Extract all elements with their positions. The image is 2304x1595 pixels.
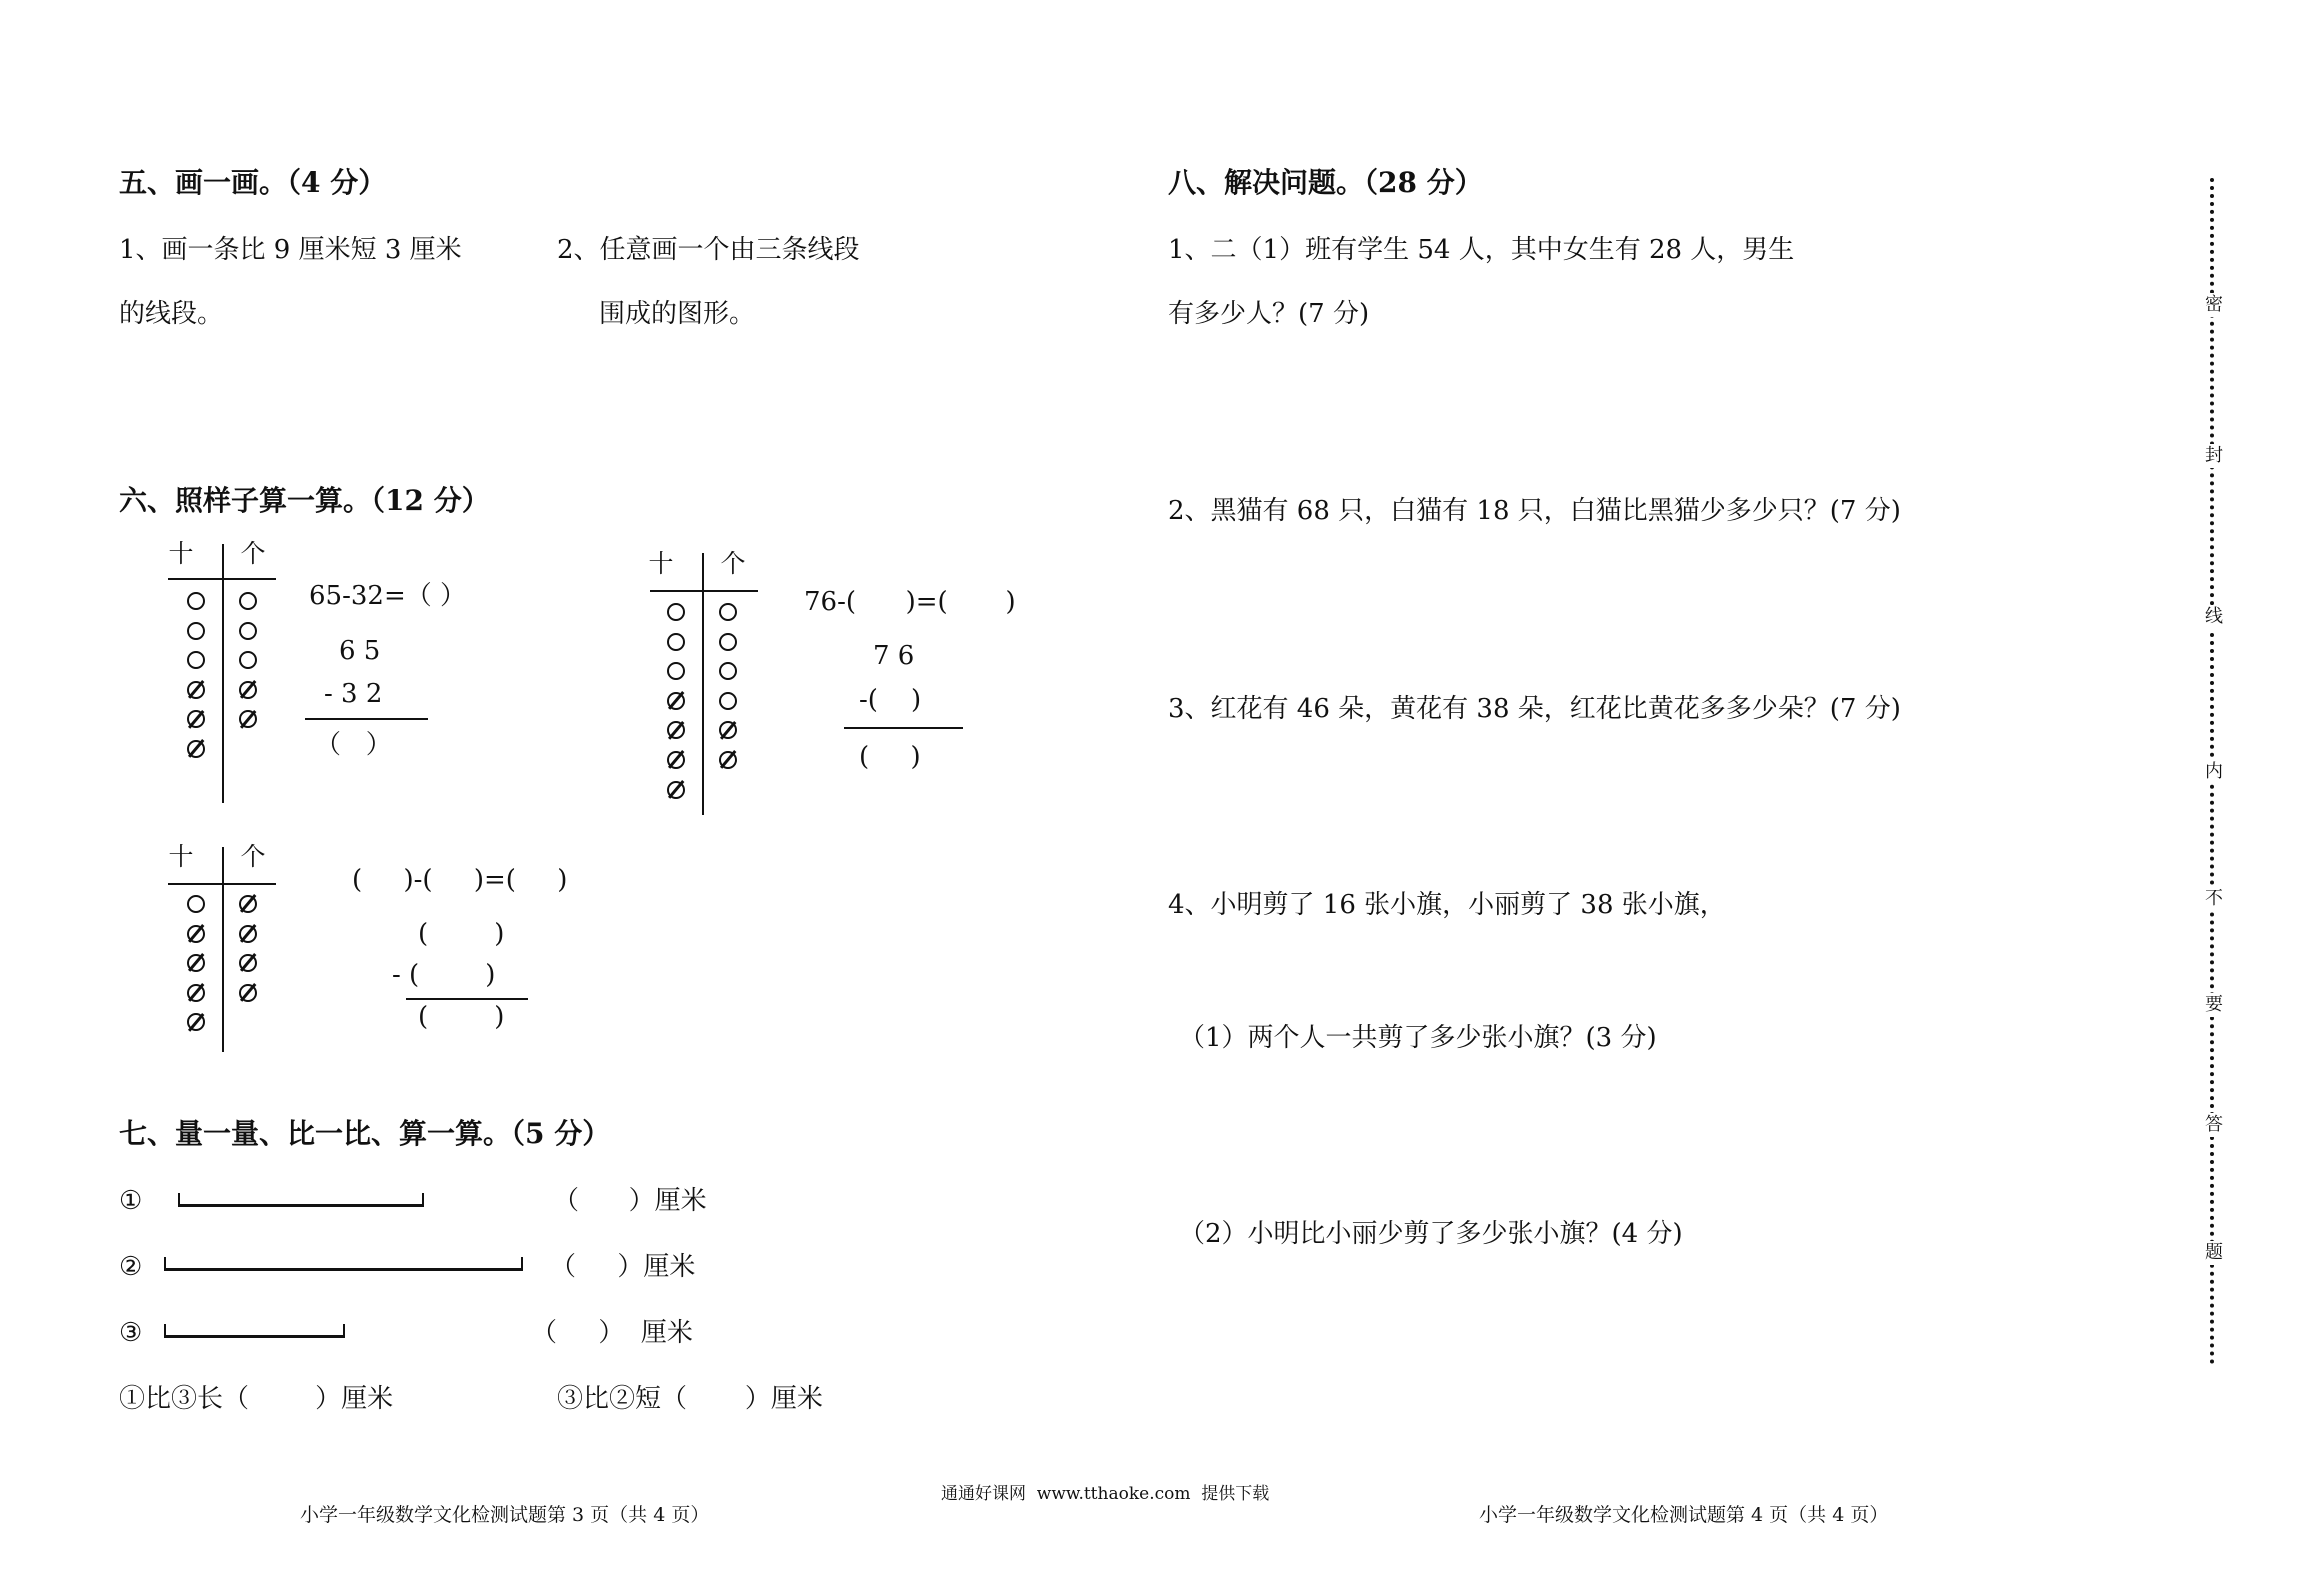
draw-question-1-line-2: 的线段。 <box>119 299 224 329</box>
place-value-chart <box>160 535 290 815</box>
tens-counter-circle <box>667 633 685 651</box>
ones-counters <box>239 592 257 728</box>
ones-counter-circle-crossed <box>239 925 257 943</box>
seal-line-char: 答 <box>2201 1113 2227 1137</box>
problem-1-line-2: 有多少人？(7 分) <box>1168 299 1370 329</box>
tens-counter-circle-crossed <box>187 681 205 699</box>
tens-counter-circle <box>667 603 685 621</box>
vertical-sum-rule <box>406 998 528 1000</box>
equation-blank: ( )-( )=( ) <box>352 865 568 895</box>
line-segment-1 <box>178 1193 424 1207</box>
tens-column-label: 十 <box>168 842 194 871</box>
vertical-sum-rule <box>844 727 963 729</box>
ones-counters <box>239 895 257 1002</box>
vertical-minuend: 6 5 <box>339 636 381 666</box>
draw-question-2-line-1: 2、任意画一个由三条线段 <box>557 235 860 265</box>
vertical-subtrahend: - 3 2 <box>324 679 383 709</box>
segment-marker: ① <box>119 1186 143 1216</box>
problem-4: 4、小明剪了 16 张小旗，小丽剪了 38 张小旗， <box>1168 890 1726 920</box>
problem-2: 2、黑猫有 68 只，白猫有 18 只，白猫比黑猫少多少只？(7 分) <box>1168 496 1901 526</box>
tens-counter-circle-crossed <box>667 751 685 769</box>
chart-column-divider <box>222 847 224 1052</box>
vertical-minuend: 7 6 <box>873 641 915 671</box>
tens-counter-circle-crossed <box>667 721 685 739</box>
seal-line-char: 要 <box>2201 993 2227 1017</box>
ones-counter-circle-crossed <box>239 954 257 972</box>
vertical-result-blank: ( ) <box>859 742 921 772</box>
compare-question-1: ①比③长（ ）厘米 <box>119 1384 394 1414</box>
ones-counter-circle <box>719 603 737 621</box>
tens-counter-circle <box>187 622 205 640</box>
section-draw-title: 五、画一画。（4 分） <box>119 166 387 199</box>
problem-3: 3、红花有 46 朵，黄花有 38 朵，红花比黄花多多少朵？(7 分) <box>1168 694 1901 724</box>
ones-counter-circle-crossed <box>239 984 257 1002</box>
ones-counter-circle-crossed <box>239 681 257 699</box>
ones-counter-circle-crossed <box>239 895 257 913</box>
vertical-subtrahend: - ( ) <box>392 960 496 990</box>
ones-counter-circle <box>719 692 737 710</box>
seal-line-char: 密 <box>2201 293 2227 317</box>
tens-counter-circle <box>187 592 205 610</box>
tens-column-label: 十 <box>648 549 674 578</box>
section-solve-title: 八、解决问题。（28 分） <box>1168 166 1483 199</box>
segment-answer-blank: （ ）厘米 <box>553 1186 707 1216</box>
section-calc-title: 六、照样子算一算。（12 分） <box>119 484 490 517</box>
segment-marker: ② <box>119 1252 143 1282</box>
segment-answer-blank: （ ） 厘米 <box>531 1318 693 1348</box>
seal-line-char: 内 <box>2201 760 2227 784</box>
ones-counter-circle-crossed <box>719 721 737 739</box>
seal-line-char: 封 <box>2201 444 2227 468</box>
problem-4-part-1: （1）两个人一共剪了多少张小旗？(3 分) <box>1179 1023 1657 1053</box>
tens-counter-circle-crossed <box>187 925 205 943</box>
section-measure-title: 七、量一量、比一比、算一算。（5 分） <box>119 1117 611 1150</box>
vertical-minuend: ( ) <box>418 919 505 949</box>
tens-counter-circle-crossed <box>187 740 205 758</box>
problem-4-part-2: （2）小明比小丽少剪了多少张小旗？(4 分) <box>1179 1219 1683 1249</box>
tens-counter-circle-crossed <box>667 692 685 710</box>
vertical-sum-rule <box>305 718 428 720</box>
seal-line-char: 不 <box>2201 887 2227 911</box>
tens-counter-circle <box>667 662 685 680</box>
draw-question-1-line-1: 1、画一条比 9 厘米短 3 厘米 <box>119 235 462 265</box>
segment-answer-blank: （ ）厘米 <box>550 1252 696 1282</box>
compare-question-2: ③比②短（ ）厘米 <box>557 1384 823 1414</box>
line-segment-2 <box>164 1257 523 1271</box>
chart-column-divider <box>222 544 224 803</box>
ones-counter-circle-crossed <box>719 751 737 769</box>
vertical-subtrahend: -( ) <box>859 685 922 715</box>
ones-counter-circle <box>719 633 737 651</box>
ones-column-label: 个 <box>720 549 746 578</box>
ones-counter-circle <box>719 662 737 680</box>
place-value-chart <box>160 838 290 1118</box>
footer-page-left: 小学一年级数学文化检测试题第 3 页（共 4 页） <box>300 1504 710 1526</box>
line-segment-3 <box>164 1324 345 1338</box>
ones-counters <box>719 603 737 769</box>
ones-column-label: 个 <box>240 842 266 871</box>
tens-counter-circle-crossed <box>187 954 205 972</box>
footer-page-right: 小学一年级数学文化检测试题第 4 页（共 4 页） <box>1479 1504 1889 1526</box>
seal-line-char: 题 <box>2201 1241 2227 1265</box>
tens-counter-circle <box>187 651 205 669</box>
draw-question-2-line-2: 围成的图形。 <box>599 299 756 329</box>
chart-header-rule <box>650 590 758 592</box>
tens-column-label: 十 <box>168 539 194 568</box>
segment-marker: ③ <box>119 1318 143 1348</box>
problem-1-line-1: 1、二（1）班有学生 54 人，其中女生有 28 人，男生 <box>1168 235 1795 265</box>
tens-counters <box>187 592 205 758</box>
ones-counter-circle <box>239 651 257 669</box>
place-value-chart <box>640 545 770 825</box>
tens-counter-circle-crossed <box>187 710 205 728</box>
tens-counter-circle-crossed <box>187 1013 205 1031</box>
ones-counter-circle <box>239 622 257 640</box>
tens-counters <box>187 895 205 1031</box>
tens-counter-circle <box>187 895 205 913</box>
ones-counter-circle-crossed <box>239 710 257 728</box>
chart-column-divider <box>702 553 704 815</box>
seal-line-char: 线 <box>2201 605 2227 629</box>
ones-column-label: 个 <box>240 539 266 568</box>
equation-blank: 76-( )=( ) <box>804 587 1016 617</box>
example-equation: 65-32=（ ） <box>309 581 467 611</box>
vertical-result-blank: ( ) <box>418 1002 505 1032</box>
tens-counter-circle-crossed <box>187 984 205 1002</box>
vertical-result-blank: （ ） <box>315 730 392 760</box>
tens-counter-circle-crossed <box>667 781 685 799</box>
ones-counter-circle <box>239 592 257 610</box>
footer-source: 通通好课网 www.tthaoke.com 提供下载 <box>941 1484 1270 1504</box>
tens-counters <box>667 603 685 799</box>
